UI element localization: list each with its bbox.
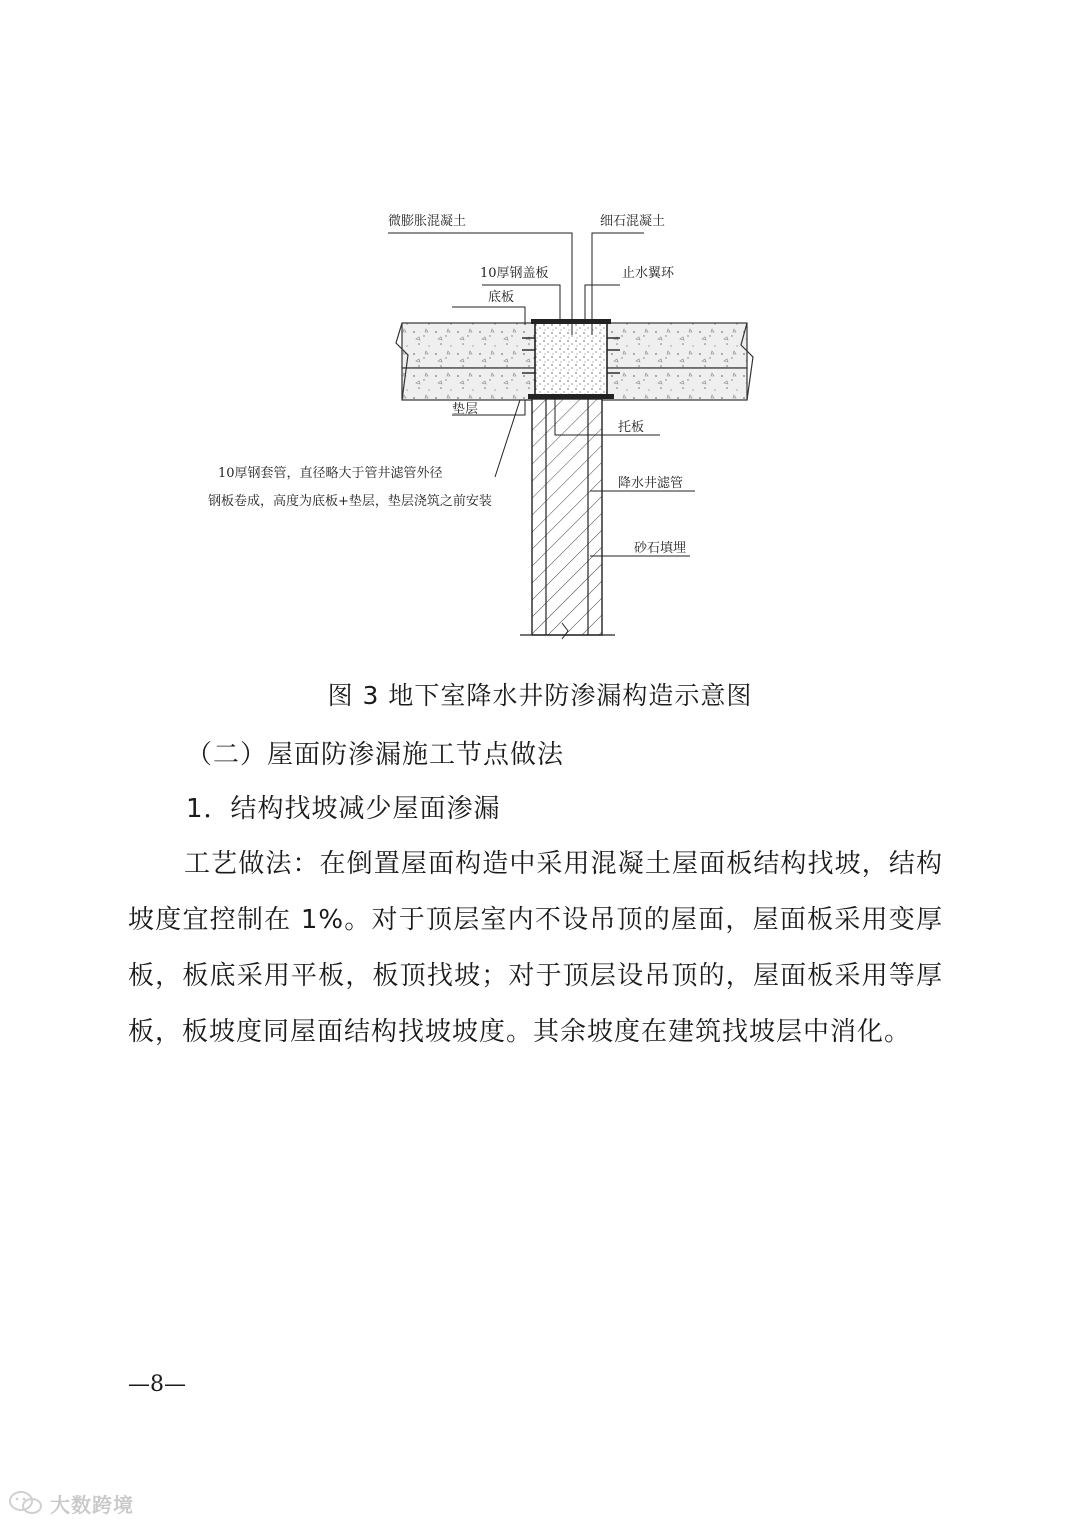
label-water-stop-ring: 止水翼环 xyxy=(622,266,675,281)
diagram-svg xyxy=(190,195,850,655)
label-fine-stone-concrete: 细石混凝土 xyxy=(600,214,666,229)
steel-sleeve-shape xyxy=(535,323,607,395)
label-micro-expansion-concrete: 微膨胀混凝土 xyxy=(388,214,467,229)
steel-cover-plate-shape xyxy=(531,319,611,324)
gravel-backfill-shape xyxy=(532,399,602,635)
label-sleeve-note-1: 10厚钢套管，直径略大于管井滤管外径 xyxy=(218,466,443,481)
section-heading: （二）屋面防渗漏施工节点做法 xyxy=(186,740,565,770)
label-support-plate: 托板 xyxy=(618,420,645,435)
figure-caption: 图 3 地下室降水井防渗漏构造示意图 xyxy=(327,681,753,710)
label-steel-cover-plate: 10厚钢盖板 xyxy=(480,266,549,281)
support-plate-shape xyxy=(528,394,614,399)
body-paragraph: 工艺做法：在倒置屋面构造中采用混凝土屋面板结构找坡，结构坡度宜控制在 1%。对于顶层室内不设吊顶的屋面，屋面板采用变厚板，板底采用平板，板顶找坡；对于顶层设吊顶的，屋面板采用等厚板，板坡度同屋面结构找坡坡度。其余坡度在建筑找坡层中消化。 xyxy=(128,849,943,1047)
wechat-logo-icon xyxy=(8,1489,44,1517)
label-well-filter-pipe: 降水井滤管 xyxy=(618,476,684,491)
label-cushion-layer: 垫层 xyxy=(452,402,479,417)
construction-diagram xyxy=(190,195,850,655)
label-sleeve-note-2: 钢板卷成，高度为底板+垫层，垫层浇筑之前安装 xyxy=(208,494,492,509)
watermark xyxy=(8,1488,134,1518)
label-gravel-backfill: 砂石填埋 xyxy=(634,541,687,556)
label-base-slab: 底板 xyxy=(488,290,515,305)
page-number: —8— xyxy=(128,1372,186,1397)
sub-heading: 1．结构找坡减少屋面渗漏 xyxy=(186,794,501,824)
watermark-text: 大数跨境 xyxy=(50,1492,134,1517)
